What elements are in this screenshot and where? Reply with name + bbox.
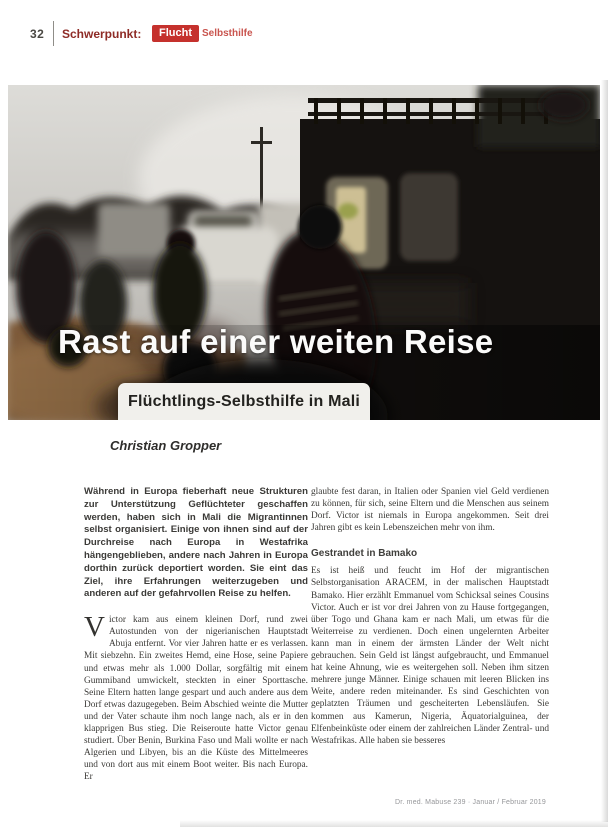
page-edge-shadow-right [601, 80, 608, 822]
journal-footer: Dr. med. Mabuse 239 · Januar / Februar 2019 [394, 799, 546, 806]
text-column-left [84, 486, 308, 795]
article-subtitle-box [118, 383, 370, 420]
page-edge-shadow-bottom [180, 820, 608, 827]
page-number: 32 [30, 27, 45, 41]
header-divider [53, 21, 54, 46]
section-topic: Selbsthilfe [202, 28, 253, 39]
paragraph-continuation: glaubte fest daran, in Italien oder Spanien viel Geld verdienen zu können, für sich, seine Eltern und die Menschen aus seinem Dorf. Victor ist niemals in Europa angekommen. Seit drei Jahren gibt es kein Lebenszeichen mehr von ihm. [311, 487, 549, 534]
street-scene-illustration [8, 85, 600, 420]
article-photo [8, 85, 600, 420]
section-badge: Flucht [152, 25, 199, 42]
page-header [0, 0, 608, 60]
section-label: Schwerpunkt: [62, 27, 142, 41]
text-column-right [311, 486, 549, 795]
subheading-gestrandet: Gestrandet in Bamako [311, 548, 418, 560]
article-title: Rast auf einer weiten Reise [58, 323, 494, 360]
paragraph-victor: Victor kam aus einem kleinen Dorf, rund zwei Autostunden von der nigerianischen Hauptstadt Abuja entfernt. Vor vier Jahren hatte er es verlassen. Mit siebzehn. Ein zweites Hemd, eine Hose, seine Papiere und etwas mehr als 1.000 Dollar, sorgfältig mit einem Gummiband umwickelt, steckten in einer Sporttasche. Seine Eltern hatten lange gespart und auch andere aus dem Dorf etwas dazugegeben. Beim Abschied weinte die Mutter und der Vater schaute ihm noch lange nach, als er in den klapprigen Bus stieg. Die Reiseroute hatte Victor genau studiert. Über Benin, Burkina Faso und Mali wollte er nach Algerien und Libyen, bis an die Küste des Mittelmeeres und von dort aus mit einem Boot weiter. Bis nach Europa. Er [84, 611, 308, 783]
paragraph-bamako: Es ist heiß und feucht im Hof der migrantischen Selbstorganisation ARACEM, in der malischen Hauptstadt Bamako. Hier erzählt Emmanuel vom Schicksal seines Cousins Victor. Auch er ist vor drei Jahren von zu Hause fortgegangen, über Togo und Ghana kam er nach Mali, um etwas für die Weiterreise zu verdienen. Doch einen ungelernten Arbeiter kann man in einem der ärmsten Länder der Welt nicht gebrauchen. Sein Geld ist längst aufgebraucht, und Emmanuel hat keine Ahnung, wie es weitergehen soll. Neben ihm sitzen mehrere junge Männer. Einige schauen mit leeren Blicken ins Weite, andere reden miteinander. Es sind Geschichten von geplatzten Träumen und gescheiterten Lebensläufen. Sie kommen aus Kamerun, Nigeria, Äquatorialguinea, der Elfenbeinküste oder einem der zahlreichen Länder Zentral- und Westafrikas. Alle haben sie besseres [311, 566, 549, 746]
article-subtitle: Flüchtlings-Selbsthilfe in Mali [128, 392, 360, 410]
intro-paragraph: Während in Europa fieberhaft neue Strukturen zur Unterstützung Geflüchteter geschaffen werden, haben sich in Mali die Migrantinnen selbst organisiert. Einige von ihnen sind auf der Durchreise nach Europa in Westafrika hängengeblieben, andere nach Jahren in Europa dorthin zurück deportiert worden. Sie eint das Ziel, ihre Erfahrungen weiterzugeben und anderen auf der gefahrvollen Reise zu helfen. [84, 486, 308, 600]
author-byline: Christian Gropper [110, 438, 222, 453]
